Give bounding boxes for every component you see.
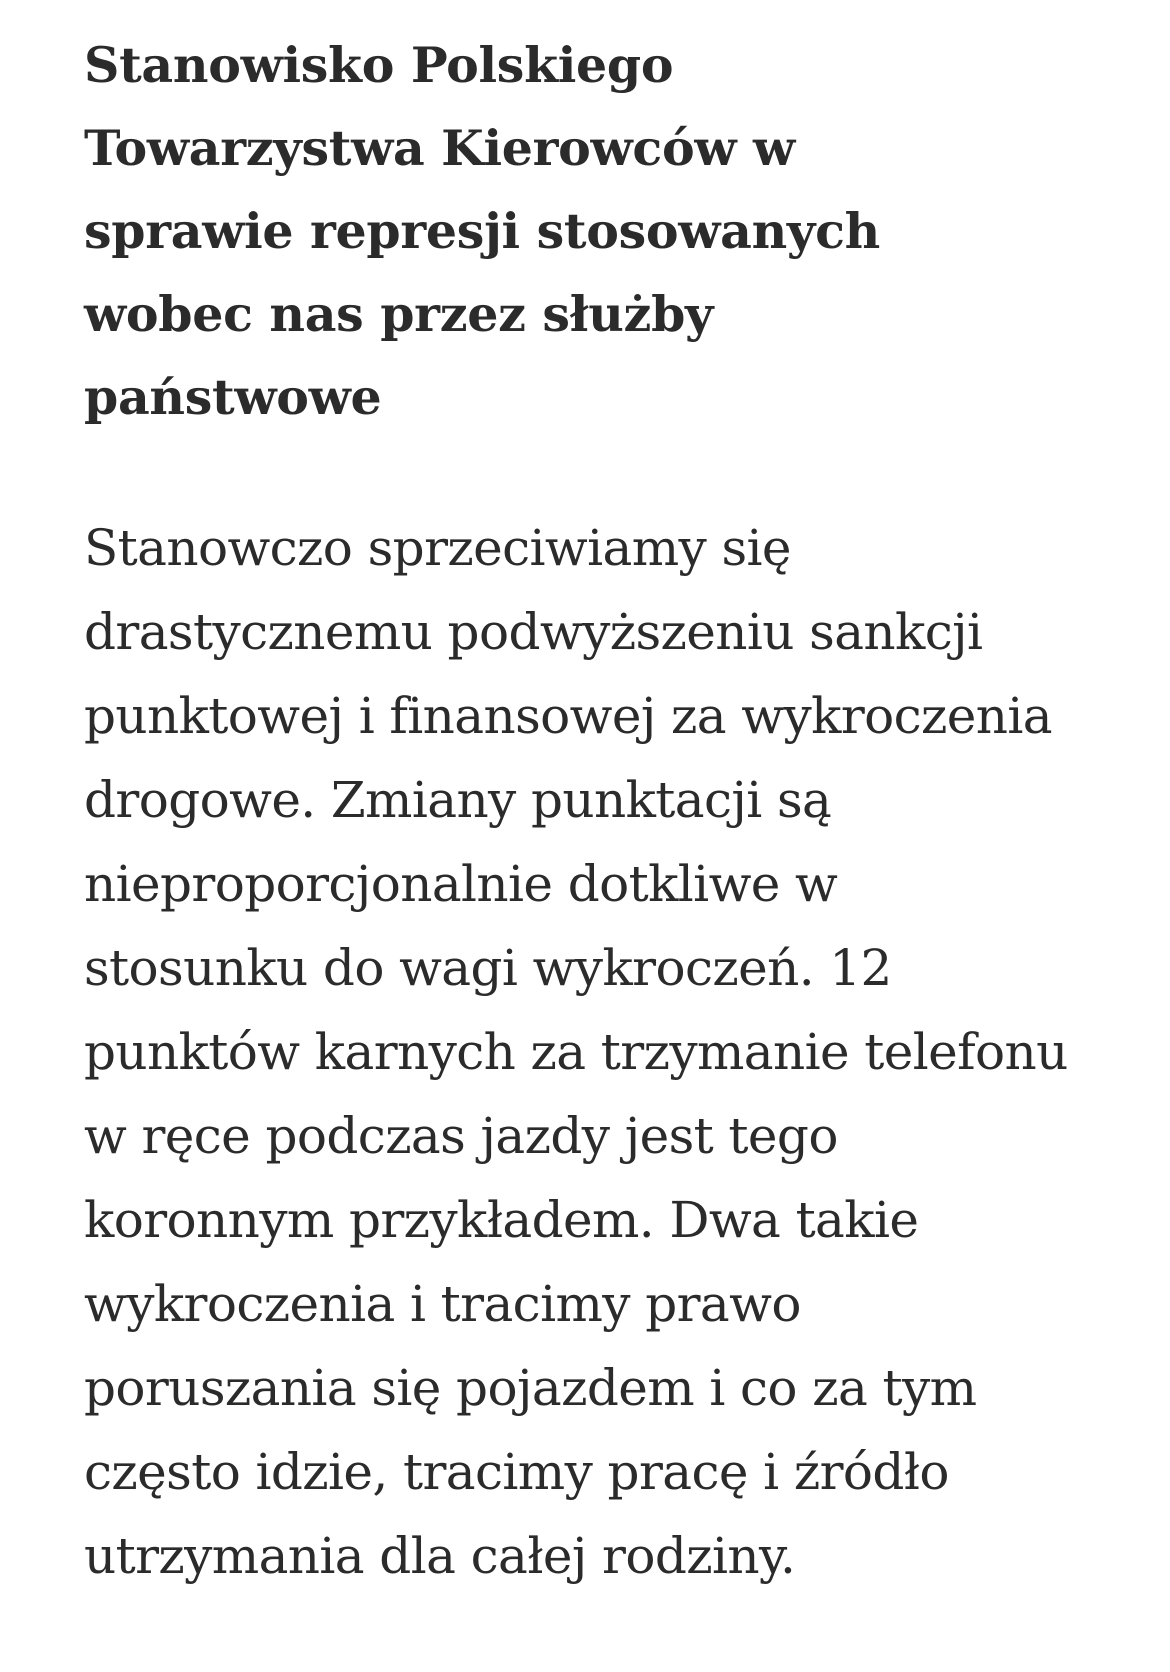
- body-line: punktów karnych za trzymanie telefonu: [84, 1023, 1068, 1081]
- body-line: punktowej i finansowej za wykroczenia: [84, 687, 1052, 745]
- article: [84, 24, 1114, 1598]
- body-line: często idzie, tracimy pracę i źródło: [84, 1443, 949, 1501]
- body-line: w ręce podczas jazdy jest tego: [84, 1107, 838, 1165]
- body-line: nieproporcjonalnie dotkliwe w: [84, 855, 838, 913]
- title-line: państwowe: [84, 368, 382, 426]
- body-line: koronnym przykładem. Dwa takie: [84, 1191, 919, 1249]
- body-line: poruszania się pojazdem i co za tym: [84, 1359, 977, 1417]
- body-line: wykroczenia i tracimy prawo: [84, 1275, 801, 1333]
- title-line: Towarzystwa Kierowców w: [84, 119, 795, 177]
- article-body: [84, 506, 1114, 1598]
- body-line: drogowe. Zmiany punktacji są: [84, 771, 832, 829]
- title-line: wobec nas przez służby: [84, 285, 714, 343]
- title-line: Stanowisko Polskiego: [84, 36, 674, 94]
- article-title: [84, 24, 1114, 439]
- body-line: utrzymania dla całej rodziny.: [84, 1527, 796, 1585]
- title-line: sprawie represji stosowanych: [84, 202, 880, 260]
- body-line: drastycznemu podwyższeniu sankcji: [84, 603, 983, 661]
- body-line: stosunku do wagi wykroczeń. 12: [84, 939, 892, 997]
- body-line: Stanowczo sprzeciwiamy się: [84, 519, 791, 577]
